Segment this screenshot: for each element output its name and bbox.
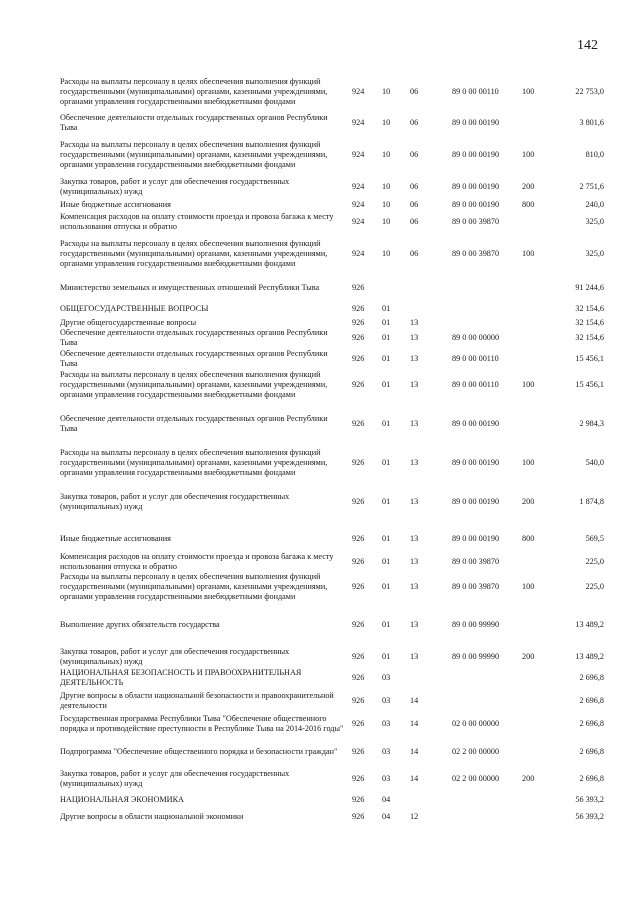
table-row: [60, 789, 604, 811]
table-row: [60, 112, 604, 134]
target-article-code: 89 0 00 99990: [452, 652, 500, 661]
target-article-code: 89 0 00 00190: [452, 419, 500, 428]
expense-type-code: [522, 400, 554, 448]
ministry-code: 924: [352, 199, 365, 209]
subsection-code: 06: [410, 118, 419, 127]
section-code: 03: [382, 773, 391, 783]
ministry-code: 926: [352, 811, 365, 821]
table-row: [60, 713, 604, 735]
section-code: [382, 275, 410, 301]
section-code: 01: [382, 534, 391, 543]
target-article-code: [452, 301, 522, 317]
section-code: 03: [382, 696, 391, 705]
expense-type-code: [522, 328, 554, 348]
ministry-code: 926: [352, 773, 365, 783]
section-code: 03: [382, 719, 391, 728]
expense-type-code: [522, 713, 554, 735]
table-row: [60, 232, 604, 275]
target-article-code: 89 0 00 00110: [452, 87, 499, 96]
section-code: 01: [382, 304, 391, 313]
subsection-code: 13: [410, 317, 419, 327]
amount: 240,0: [585, 199, 604, 209]
table-row: [60, 301, 604, 317]
section-code: 01: [382, 419, 391, 428]
section-code: 04: [382, 795, 391, 804]
amount: 2 696,8: [579, 746, 604, 756]
expense-type-code: 800: [522, 199, 535, 209]
section-code: 03: [382, 673, 391, 682]
section-code: 01: [382, 458, 391, 467]
ministry-code: 926: [352, 719, 365, 728]
row-description: Закупка товаров, работ и услуг для обеспечения государственных (муниципальных) нужд: [60, 647, 290, 666]
budget-rows: [60, 72, 604, 822]
row-description: Закупка товаров, работ и услуг для обеспечения государственных (муниципальных) нужд: [60, 768, 290, 788]
section-code: 03: [382, 746, 391, 756]
amount: 13 489,2: [575, 652, 604, 661]
target-article-code: [452, 689, 522, 713]
target-article-code: 89 0 00 00190: [452, 534, 500, 543]
subsection-code: 12: [410, 811, 419, 821]
ministry-code: 926: [352, 673, 365, 682]
amount: 91 244,6: [575, 283, 604, 292]
expense-type-code: [522, 112, 554, 134]
target-article-code: 89 0 00 00190: [452, 497, 500, 506]
amount: 2 696,8: [579, 719, 604, 728]
target-article-code: 89 0 00 99990: [452, 619, 500, 629]
table-row: [60, 72, 604, 112]
ministry-code: 926: [352, 652, 365, 661]
target-article-code: [452, 789, 522, 811]
table-row: [60, 552, 604, 572]
amount: 2 751,6: [579, 182, 604, 191]
row-description: Обеспечение деятельности отдельных государственных органов Республики Тыва: [60, 328, 328, 347]
amount: 32 154,6: [575, 317, 604, 327]
row-description: Подпрограмма "Обеспечение общественного порядка и безопасности граждан": [60, 746, 338, 756]
expense-type-code: [522, 667, 554, 689]
row-description: Расходы на выплаты персоналу в целях обеспечения выполнения функций государственными (муниципальными) органами, казенными учреждениями, органами управления государственными внебюджетными фондами: [60, 572, 328, 601]
page-number: 142: [577, 38, 598, 53]
expense-type-code: [522, 689, 554, 713]
subsection-code: 13: [410, 333, 419, 342]
ministry-code: 926: [352, 696, 365, 705]
expense-type-code: 800: [522, 534, 535, 543]
row-description: Выполнение других обязательств государства: [60, 619, 220, 629]
subsection-code: 13: [410, 534, 419, 543]
ministry-code: 926: [352, 317, 365, 327]
ministry-code: 926: [352, 497, 365, 506]
amount: 540,0: [585, 458, 604, 467]
amount: 15 456,1: [575, 380, 604, 389]
subsection-code: 13: [410, 380, 419, 389]
subsection-code: 06: [410, 216, 419, 226]
amount: 1 874,8: [579, 497, 604, 506]
section-code: 10: [382, 87, 391, 96]
subsection-code: 13: [410, 557, 419, 566]
expense-type-code: 200: [522, 773, 535, 783]
expense-type-code: [522, 789, 554, 811]
ministry-code: 926: [352, 557, 365, 566]
expense-type-code: [522, 602, 554, 647]
row-description: Расходы на выплаты персоналу в целях обеспечения выполнения функций государственными (муниципальными) органами, казенными учреждениями, органами управления государственными внебюджетными фондами: [60, 448, 328, 477]
target-article-code: 89 0 00 00190: [452, 199, 500, 209]
amount: 325,0: [585, 216, 604, 226]
ministry-code: 924: [352, 216, 365, 226]
subsection-code: 14: [410, 746, 419, 756]
section-code: 01: [382, 317, 391, 327]
ministry-code: 926: [352, 619, 365, 629]
amount: 32 154,6: [575, 304, 604, 313]
target-article-code: 89 0 00 39870: [452, 248, 500, 258]
table-row: [60, 134, 604, 176]
amount: 32 154,6: [575, 333, 604, 342]
row-description: Обеспечение деятельности отдельных государственных органов Республики Тыва: [60, 113, 328, 132]
section-code: 01: [382, 497, 391, 506]
subsection-code: [410, 301, 452, 317]
target-article-code: 89 0 00 00190: [452, 118, 500, 127]
row-description: Компенсация расходов на оплату стоимости проезда и провоза багажа к месту использования отпуска и обратно: [60, 211, 334, 231]
row-description: Обеспечение деятельности отдельных государственных органов Республики Тыва: [60, 349, 328, 368]
table-row: [60, 198, 604, 211]
expense-type-code: 200: [522, 182, 535, 191]
row-description: Другие вопросы в области национальной экономики: [60, 811, 244, 821]
subsection-code: 06: [410, 150, 419, 159]
amount: 569,5: [585, 534, 604, 543]
amount: 225,0: [585, 557, 604, 566]
table-row: [60, 526, 604, 552]
section-code: 01: [382, 333, 391, 342]
amount: 13 489,2: [575, 619, 604, 629]
ministry-code: 926: [352, 458, 365, 467]
subsection-code: 06: [410, 199, 419, 209]
expense-type-code: 100: [522, 582, 535, 591]
table-row: [60, 317, 604, 328]
subsection-code: 06: [410, 87, 419, 96]
ministry-code: 926: [352, 354, 365, 363]
table-row: [60, 176, 604, 198]
expense-type-code: [522, 735, 554, 768]
table-row: [60, 735, 604, 768]
table-row: [60, 602, 604, 647]
section-code: 10: [382, 248, 391, 258]
expense-type-code: [522, 211, 554, 232]
target-article-code: 89 0 00 00190: [452, 150, 500, 159]
row-description: НАЦИОНАЛЬНАЯ БЕЗОПАСНОСТЬ И ПРАВООХРАНИТЕЛЬНАЯ ДЕЯТЕЛЬНОСТЬ: [60, 668, 302, 687]
section-code: 01: [382, 557, 391, 566]
target-article-code: 02 0 00 00000: [452, 719, 500, 728]
amount: 325,0: [585, 248, 604, 258]
expense-type-code: 100: [522, 150, 535, 159]
row-description: Расходы на выплаты персоналу в целях обеспечения выполнения функций государственными (муниципальными) органами, казенными учреждениями, органами управления государственными внебюджетными фондами: [60, 238, 328, 268]
target-article-code: 89 0 00 39870: [452, 557, 500, 566]
target-article-code: 89 0 00 00190: [452, 458, 500, 467]
table-row: [60, 689, 604, 713]
subsection-code: 13: [410, 582, 419, 591]
expense-type-code: 100: [522, 248, 535, 258]
section-code: 10: [382, 118, 391, 127]
ministry-code: 926: [352, 582, 365, 591]
expense-type-code: [522, 348, 554, 370]
ministry-code: 926: [352, 304, 365, 313]
section-code: 01: [382, 380, 391, 389]
row-description: Расходы на выплаты персоналу в целях обеспечения выполнения функций государственными (муниципальными) органами, казенными учреждениями, органами управления государственными внебюджетными фондами: [60, 140, 328, 169]
ministry-code: 926: [352, 746, 365, 756]
row-description: Закупка товаров, работ и услуг для обеспечения государственных (муниципальных) нужд: [60, 177, 290, 196]
subsection-code: 13: [410, 619, 419, 629]
target-article-code: 89 0 00 00000: [452, 333, 500, 342]
expense-type-code: [522, 552, 554, 572]
subsection-code: 14: [410, 719, 419, 728]
expense-type-code: 100: [522, 380, 535, 389]
table-row: [60, 572, 604, 602]
table-row: [60, 448, 604, 478]
target-article-code: [452, 275, 522, 301]
target-article-code: 89 0 00 39870: [452, 582, 500, 591]
row-description: Расходы на выплаты персоналу в целях обеспечения выполнения функций государственными (муниципальными) органами, казенными учреждениями, органами управления государственными внебюджетными фондами: [60, 370, 328, 399]
row-description: НАЦИОНАЛЬНАЯ ЭКОНОМИКА: [60, 795, 184, 804]
table-row: [60, 400, 604, 448]
expense-type-code: 100: [522, 87, 535, 96]
ministry-code: 926: [352, 283, 365, 292]
row-description: Государственная программа Республики Тыва "Обеспечение общественного порядка и противодействие преступности в Республике Тыва на 2014-2016 годы": [60, 714, 344, 733]
expense-type-code: [522, 301, 554, 317]
row-description: Иные бюджетные ассигнования: [60, 534, 171, 543]
ministry-code: 926: [352, 333, 365, 342]
target-article-code: 02 2 00 00000: [452, 773, 500, 783]
section-code: 01: [382, 652, 391, 661]
amount: 2 696,8: [579, 696, 604, 705]
target-article-code: [452, 811, 522, 822]
table-row: [60, 478, 604, 526]
target-article-code: [452, 667, 522, 689]
subsection-code: 14: [410, 696, 419, 705]
target-article-code: [452, 317, 522, 328]
row-description: Обеспечение деятельности отдельных государственных органов Республики Тыва: [60, 414, 328, 433]
amount: 2 696,8: [579, 673, 604, 682]
subsection-code: 13: [410, 354, 419, 363]
subsection-code: 13: [410, 497, 419, 506]
row-description: Закупка товаров, работ и услуг для обеспечения государственных (муниципальных) нужд: [60, 492, 290, 511]
section-code: 01: [382, 619, 391, 629]
section-code: 01: [382, 354, 391, 363]
section-code: 10: [382, 150, 391, 159]
ministry-code: 924: [352, 248, 365, 258]
target-article-code: 89 0 00 00110: [452, 354, 499, 363]
subsection-code: 06: [410, 182, 419, 191]
subsection-code: [410, 275, 452, 301]
ministry-code: 924: [352, 87, 365, 96]
target-article-code: 89 0 00 00190: [452, 182, 500, 191]
amount: 56 393,2: [575, 795, 604, 804]
subsection-code: [410, 789, 452, 811]
row-description: Расходы на выплаты персоналу в целях обеспечения выполнения функций государственными (муниципальными) органами, казенными учреждениями, органами управления государственными внебюджетными фондами: [60, 77, 328, 106]
expense-type-code: 200: [522, 652, 535, 661]
target-article-code: 89 0 00 39870: [452, 216, 500, 226]
amount: 810,0: [585, 150, 604, 159]
ministry-code: 924: [352, 150, 365, 159]
table-row: [60, 328, 604, 348]
ministry-code: 924: [352, 182, 365, 191]
ministry-code: 926: [352, 534, 365, 543]
row-description: Компенсация расходов на оплату стоимости проезда и провоза багажа к месту использования отпуска и обратно: [60, 552, 334, 571]
amount: 2 696,8: [579, 773, 604, 783]
table-row: [60, 370, 604, 400]
amount: 15 456,1: [575, 354, 604, 363]
table-row: [60, 348, 604, 370]
expense-type-code: 200: [522, 497, 535, 506]
expense-type-code: [522, 811, 554, 822]
section-code: 10: [382, 182, 391, 191]
subsection-code: 13: [410, 652, 419, 661]
row-description: Иные бюджетные ассигнования: [60, 199, 171, 209]
section-code: 04: [382, 811, 391, 821]
table-row: [60, 811, 604, 822]
expense-type-code: [522, 275, 554, 301]
expense-type-code: 100: [522, 458, 535, 467]
amount: 3 801,6: [579, 118, 604, 127]
subsection-code: [410, 667, 452, 689]
amount: 225,0: [585, 582, 604, 591]
row-description: Министерство земельных и имущественных отношений Республики Тыва: [60, 283, 320, 292]
row-description: Другие вопросы в области национальной безопасности и правоохранительной деятельности: [60, 691, 334, 710]
subsection-code: 13: [410, 419, 419, 428]
section-code: 01: [382, 582, 391, 591]
amount: 2 984,3: [579, 419, 604, 428]
ministry-code: 926: [352, 380, 365, 389]
subsection-code: 06: [410, 248, 419, 258]
table-row: [60, 667, 604, 689]
target-article-code: 89 0 00 00110: [452, 380, 499, 389]
target-article-code: 02 2 00 00000: [452, 746, 500, 756]
table-row: [60, 211, 604, 232]
table-row: [60, 768, 604, 789]
ministry-code: 926: [352, 795, 365, 804]
row-description: Другие общегосударственные вопросы: [60, 317, 197, 327]
section-code: 10: [382, 216, 391, 226]
amount: 56 393,2: [575, 811, 604, 821]
subsection-code: 13: [410, 458, 419, 467]
table-row: [60, 647, 604, 667]
section-code: 10: [382, 199, 391, 209]
budget-table: [60, 72, 604, 822]
row-description: ОБЩЕГОСУДАРСТВЕННЫЕ ВОПРОСЫ: [60, 304, 209, 313]
table-row: [60, 275, 604, 301]
amount: 22 753,0: [575, 87, 604, 96]
subsection-code: 14: [410, 773, 419, 783]
expense-type-code: [522, 317, 554, 328]
ministry-code: 926: [352, 419, 365, 428]
ministry-code: 924: [352, 118, 365, 127]
